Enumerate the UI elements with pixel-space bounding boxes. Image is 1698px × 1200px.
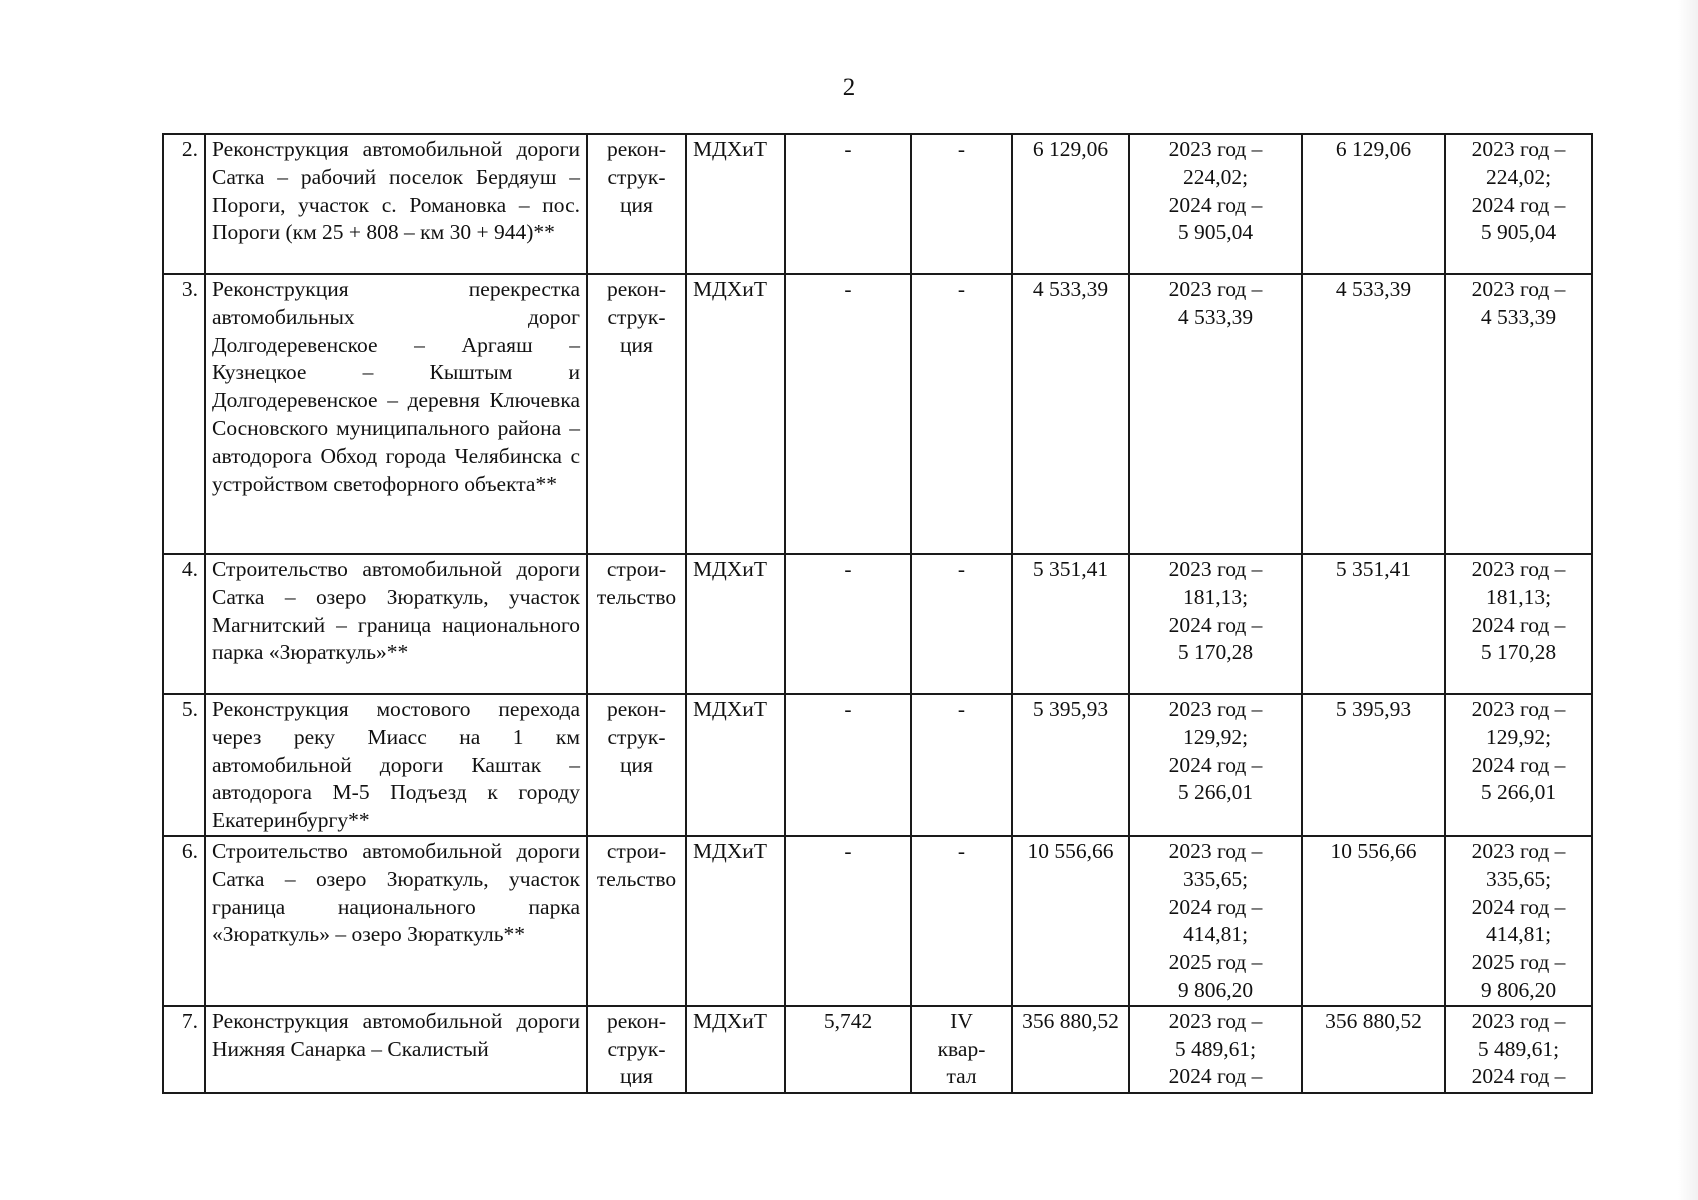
funding-schedule-line: 5 905,04	[1177, 220, 1254, 245]
funding-schedule-line: 5 489,61;	[1174, 1036, 1257, 1061]
length-value: -	[785, 836, 911, 1006]
funding-schedule-line: 2024 год –	[1168, 1064, 1263, 1089]
funding-schedule-line: 2023 год –	[1168, 557, 1263, 581]
work-type-line: ция	[620, 192, 653, 217]
completion-term-line: -	[957, 557, 966, 581]
funding-schedule-line: 2024 год –	[1168, 612, 1263, 637]
funding-schedule	[1129, 1006, 1302, 1093]
budget-cost: 5 351,41	[1302, 554, 1445, 694]
completion-term-line: -	[957, 697, 966, 721]
completion-term	[911, 694, 1012, 836]
work-type	[587, 274, 686, 554]
budget-schedule-line: 129,92;	[1485, 724, 1552, 749]
funding-schedule-line: 335,65;	[1182, 866, 1249, 891]
budget-schedule-line: 2023 год –	[1471, 697, 1566, 721]
completion-term-line: тал	[946, 1064, 977, 1089]
work-type-line: тельство	[596, 584, 677, 609]
budget-schedule	[1445, 274, 1592, 554]
work-type	[587, 1006, 686, 1093]
funding-schedule-line: 2025 год –	[1168, 950, 1263, 975]
funding-schedule-line: 5 170,28	[1177, 640, 1254, 665]
budget-schedule	[1445, 694, 1592, 836]
work-type-line: ция	[620, 1064, 653, 1089]
funding-schedule-line: 181,13;	[1182, 584, 1249, 609]
funding-schedule-line: 2024 год –	[1168, 894, 1263, 919]
length-value: -	[785, 134, 911, 274]
total-cost: 6 129,06	[1012, 134, 1129, 274]
table-row	[163, 694, 1592, 836]
work-type-line: ция	[620, 752, 653, 777]
row-number: 6.	[163, 836, 205, 1006]
work-type-line: ция	[620, 332, 653, 357]
total-cost: 5 395,93	[1012, 694, 1129, 836]
funding-schedule-line: 2023 год –	[1168, 697, 1263, 721]
object-name: Строительство автомобильной дороги Сатка – озеро Зюраткуль, участок Магнитский – граница национального парка «Зюраткуль»**	[205, 554, 587, 694]
budget-schedule-line: 2023 год –	[1471, 838, 1566, 863]
object-name: Реконструкция мостового перехода через реку Миасс на 1 км автомобильной дороги Каштак – автодорога М-5 Подъезд к городу Екатеринбургу**	[205, 694, 587, 836]
budget-cost: 356 880,52	[1302, 1006, 1445, 1093]
completion-term-line: IV	[950, 1008, 973, 1033]
table-row	[163, 134, 1592, 274]
row-number: 2.	[163, 134, 205, 274]
table-row	[163, 554, 1592, 694]
budget-schedule-line: 2025 год –	[1471, 950, 1566, 975]
budget-schedule-line: 5 489,61;	[1477, 1036, 1560, 1061]
budget-schedule	[1445, 134, 1592, 274]
work-type-line: струк-	[607, 304, 666, 329]
table-row	[163, 836, 1592, 1006]
total-cost: 4 533,39	[1012, 274, 1129, 554]
completion-term-line: квар-	[937, 1036, 986, 1061]
work-type-line: струк-	[607, 724, 666, 749]
total-cost: 356 880,52	[1012, 1006, 1129, 1093]
budget-schedule-line: 224,02;	[1485, 164, 1552, 189]
budget-schedule	[1445, 554, 1592, 694]
length-value: 5,742	[785, 1006, 911, 1093]
budget-schedule-line: 181,13;	[1485, 584, 1552, 609]
budget-schedule-line: 2024 год –	[1471, 612, 1566, 637]
page-number: 2	[842, 74, 856, 101]
object-name: Строительство автомобильной дороги Сатка – озеро Зюраткуль, участок граница национального парка «Зюраткуль» – озеро Зюраткуль**	[205, 836, 587, 1006]
funding-schedule-line: 2024 год –	[1168, 192, 1263, 217]
budget-schedule-line: 9 806,20	[1480, 977, 1557, 1002]
completion-term	[911, 1006, 1012, 1093]
completion-term-line: -	[957, 137, 966, 161]
funding-schedule-line: 9 806,20	[1177, 977, 1254, 1002]
total-cost: 10 556,66	[1012, 836, 1129, 1006]
budget-schedule-line: 2024 год –	[1471, 894, 1566, 919]
completion-term-line: -	[957, 277, 966, 301]
budget-schedule-line: 335,65;	[1485, 866, 1552, 891]
funding-schedule	[1129, 836, 1302, 1006]
funding-schedule-line: 129,92;	[1182, 724, 1249, 749]
funding-schedule	[1129, 554, 1302, 694]
work-type-line: рекон-	[606, 697, 667, 721]
row-number: 3.	[163, 274, 205, 554]
budget-schedule	[1445, 1006, 1592, 1093]
budget-schedule-line: 2023 год –	[1471, 1008, 1566, 1033]
funding-schedule-line: 2023 год –	[1168, 838, 1263, 863]
funding-schedule	[1129, 134, 1302, 274]
budget-cost: 6 129,06	[1302, 134, 1445, 274]
length-value: -	[785, 694, 911, 836]
row-number: 4.	[163, 554, 205, 694]
funding-schedule-line: 2023 год –	[1168, 1008, 1263, 1033]
work-type-line: рекон-	[606, 277, 667, 301]
work-type	[587, 134, 686, 274]
object-name: Реконструкция автомобильной дороги Нижняя Санарка – Скалистый	[205, 1006, 587, 1093]
budget-schedule-line: 5 266,01	[1480, 780, 1557, 805]
budget-schedule	[1445, 836, 1592, 1006]
responsible-org: МДХиТ	[686, 1006, 785, 1093]
budget-schedule-line: 414,81;	[1485, 922, 1552, 947]
budget-schedule-line: 2023 год –	[1471, 277, 1566, 301]
table-row	[163, 1006, 1592, 1093]
budget-schedule-line: 4 533,39	[1480, 304, 1557, 329]
object-name: Реконструкция автомобильной дороги Сатка – рабочий поселок Бердяуш – Пороги, участок с. Романовка – пос. Пороги (км 25 + 808 – км 30 + 944)**	[205, 134, 587, 274]
funding-schedule-line: 2023 год –	[1168, 137, 1263, 161]
funding-schedule-line: 2023 год –	[1168, 277, 1263, 301]
work-type-line: тельство	[596, 866, 677, 891]
budget-schedule-line: 2024 год –	[1471, 192, 1566, 217]
length-value: -	[785, 274, 911, 554]
work-type	[587, 694, 686, 836]
work-type-line: рекон-	[606, 1008, 667, 1033]
scan-edge	[1678, 0, 1698, 1200]
responsible-org: МДХиТ	[686, 134, 785, 274]
budget-cost: 5 395,93	[1302, 694, 1445, 836]
work-type	[587, 836, 686, 1006]
responsible-org: МДХиТ	[686, 554, 785, 694]
responsible-org: МДХиТ	[686, 836, 785, 1006]
funding-schedule-line: 4 533,39	[1177, 304, 1254, 329]
work-type-line: строи-	[606, 557, 667, 581]
row-number: 5.	[163, 694, 205, 836]
budget-schedule-line: 2023 год –	[1471, 137, 1566, 161]
completion-term-line: -	[957, 838, 966, 863]
object-name: Реконструкция перекрестка автомобильных дорог Долгодеревенское – Аргаяш – Кузнецкое – Кыштым и Долгодеревенское – деревня Ключевка Сосновского муниципального района – автодорога Обход города Челябинска с устройством светофорного объекта**	[205, 274, 587, 554]
row-number: 7.	[163, 1006, 205, 1093]
work-type-line: струк-	[607, 1036, 666, 1061]
completion-term	[911, 134, 1012, 274]
completion-term	[911, 836, 1012, 1006]
table-row	[163, 274, 1592, 554]
budget-cost: 10 556,66	[1302, 836, 1445, 1006]
responsible-org: МДХиТ	[686, 694, 785, 836]
budget-schedule-line: 5 905,04	[1480, 220, 1557, 245]
funding-schedule-line: 5 266,01	[1177, 780, 1254, 805]
budget-schedule-line: 5 170,28	[1480, 640, 1557, 665]
funding-schedule	[1129, 694, 1302, 836]
budget-schedule-line: 2024 год –	[1471, 1064, 1566, 1089]
projects-table	[162, 133, 1593, 1094]
funding-schedule-line: 224,02;	[1182, 164, 1249, 189]
completion-term	[911, 554, 1012, 694]
work-type-line: струк-	[607, 164, 666, 189]
responsible-org: МДХиТ	[686, 274, 785, 554]
budget-schedule-line: 2023 год –	[1471, 557, 1566, 581]
funding-schedule-line: 414,81;	[1182, 922, 1249, 947]
work-type-line: строи-	[606, 838, 667, 863]
budget-schedule-line: 2024 год –	[1471, 752, 1566, 777]
budget-cost: 4 533,39	[1302, 274, 1445, 554]
work-type	[587, 554, 686, 694]
funding-schedule-line: 2024 год –	[1168, 752, 1263, 777]
length-value: -	[785, 554, 911, 694]
completion-term	[911, 274, 1012, 554]
funding-schedule	[1129, 274, 1302, 554]
work-type-line: рекон-	[606, 137, 667, 161]
total-cost: 5 351,41	[1012, 554, 1129, 694]
